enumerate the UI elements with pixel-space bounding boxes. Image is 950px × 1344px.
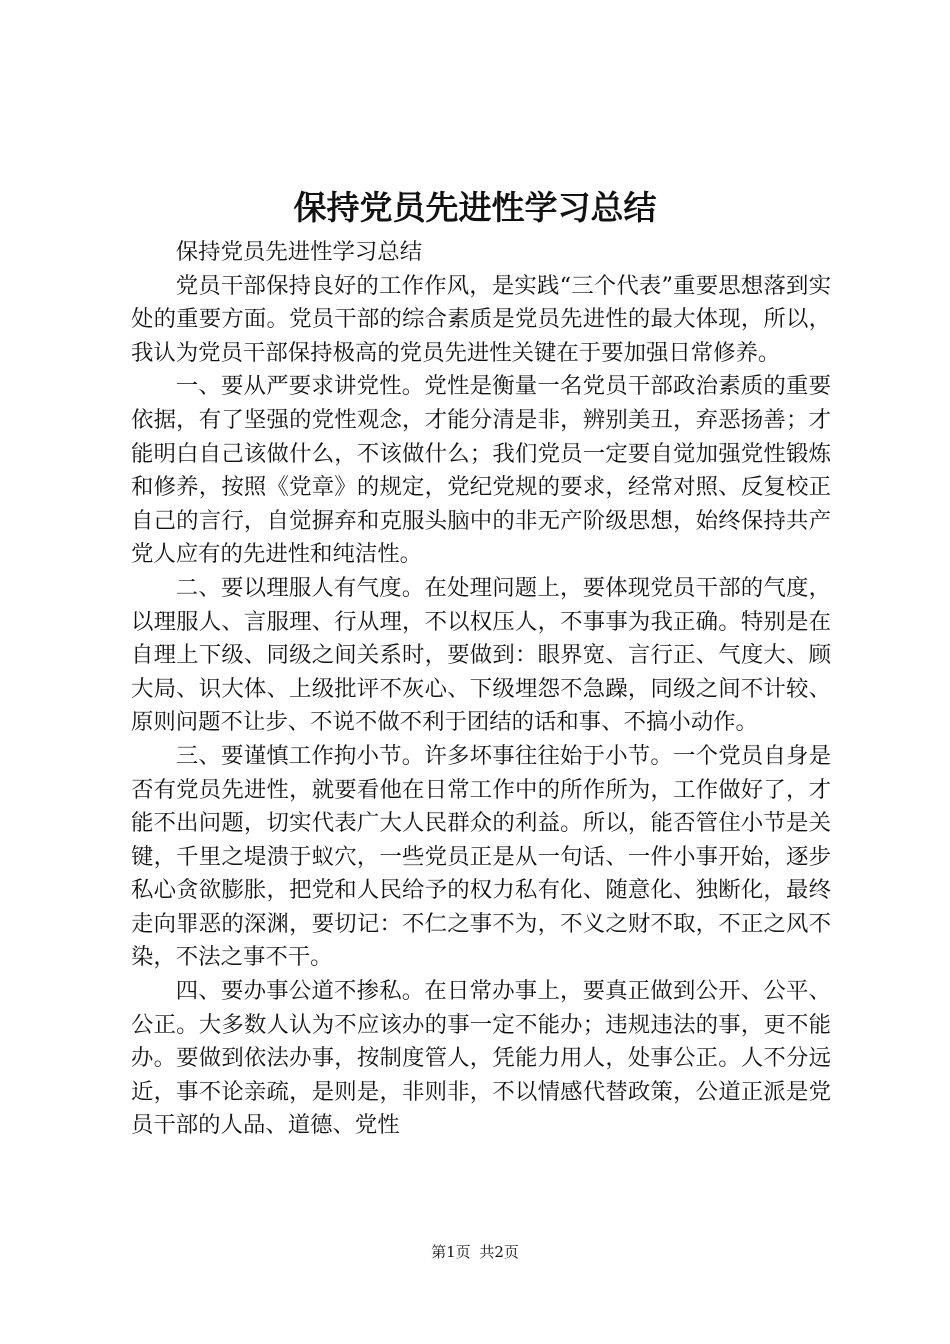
document-title: 保持党员先进性学习总结 [293, 188, 657, 227]
body-paragraph: 三、要谨慎工作拘小节。许多坏事往往始于小节。一个党员自身是否有党员先进性，就要看他在日常工作中的所作所为，工作做好了，才能不出问题，切实代表广大人民群众的利益。所以，能否管住小节是关键，千里之堤溃于蚁穴，一些党员正是从一句话、一件小事开始，逐步私心贪欲膨胀，把党和人民给予的权力私有化、随意化、独断化，最终走向罪恶的深渊，要切记：不仁之事不为，不义之财不取，不正之风不染，不法之事不干。 [131, 742, 831, 971]
page-footer [0, 1242, 950, 1262]
document-body [131, 236, 831, 1143]
body-paragraph: 四、要办事公道不掺私。在日常办事上，要真正做到公开、公平、公正。大多数人认为不应该办的事一定不能办；违规违法的事，更不能办。要做到依法办事，按制度管人，凭能力用人，处事公正。人不分远近，事不论亲疏，是则是，非则非，不以情感代替政策，公道正派是党员干部的人品、道德、党性 [131, 978, 831, 1139]
body-paragraph: 一、要从严要求讲党性。党性是衡量一名党员干部政治素质的重要依据，有了坚强的党性观念，才能分清是非，辨别美丑，弃恶扬善；才能明白自己该做什么，不该做什么；我们党员一定要自觉加强党性锻炼和修养，按照《党章》的规定，党纪党规的要求，经常对照、反复校正自己的言行，自觉摒弃和克服头脑中的非无产阶级思想，始终保持共产党人应有的先进性和纯洁性。 [131, 373, 831, 568]
body-paragraph: 二、要以理服人有气度。在处理问题上，要体现党员干部的气度，以理服人、言服理、行从理，不以权压人，不事事为我正确。特别是在自理上下级、同级之间关系时，要做到：眼界宽、言行正、气度大、顾大局、识大体、上级批评不灰心、下级埋怨不急躁，同级之间不计较、原则问题不让步、不说不做不利于团结的话和事、不搞小动作。 [131, 574, 831, 736]
body-paragraph: 党员干部保持良好的工作作风，是实践“三个代表”重要思想落到实处的重要方面。党员干部的综合素质是党员先进性的最大体现，所以，我认为党员干部保持极高的党员先进性关键在于要加强日常修养。 [131, 272, 831, 366]
body-paragraph: 保持党员先进性学习总结 [175, 239, 423, 265]
page-number: 第1页 [431, 1243, 471, 1261]
page-total: 共2页 [479, 1243, 519, 1261]
